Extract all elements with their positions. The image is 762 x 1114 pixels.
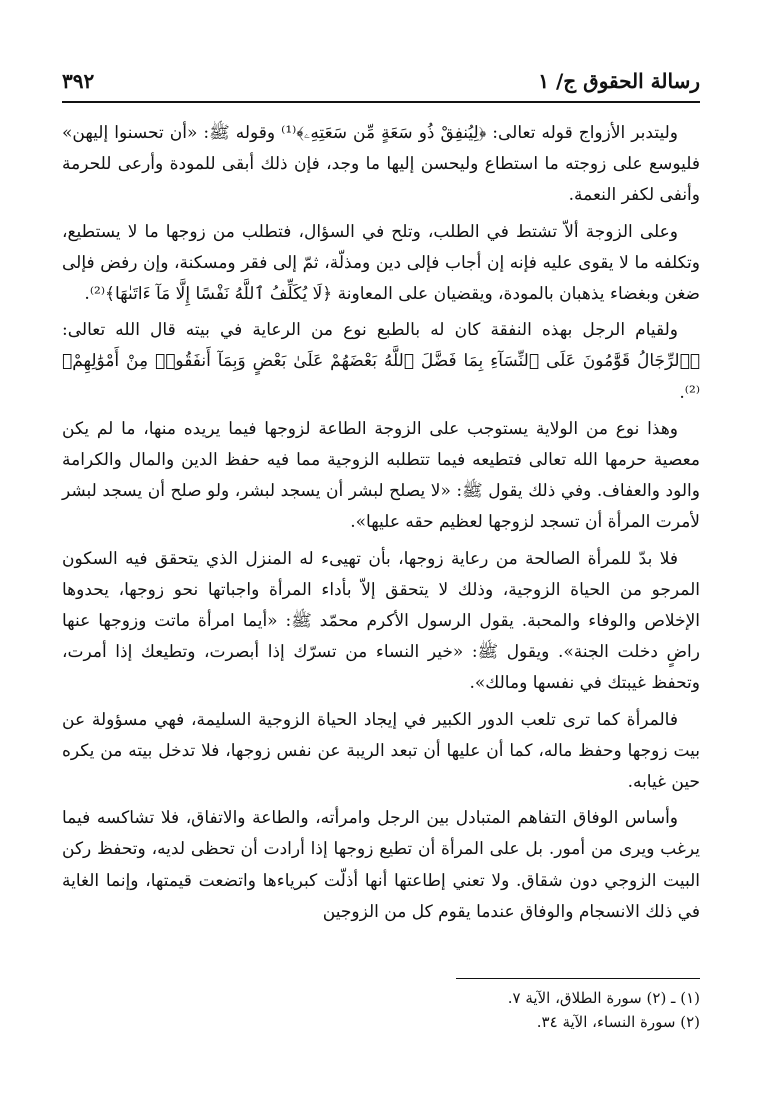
paragraph: وأساس الوفاق التفاهم المتبادل بين الرجل وامرأته، والطاعة والاتفاق، فلا تشاكسه فيما يرغب ويرى من أمور. بل على المرأة أن تطيع زوجها إذا أرادت أن تحظى لديه، وتحفظ ركن البيت الزوجي دون شقاق. ولا تعني إطاعتها أنها أذلّت كبرياءها واتضعت قيمتها، وإنما الغاية في ذلك الانسجام والوفاق عندما يقوم كل من الزوجين bbox=[62, 808, 700, 922]
page-number: ٣٩٢ bbox=[62, 69, 95, 93]
book-title: رسالة الحقوق ج/ ١ bbox=[538, 69, 700, 93]
page-header bbox=[62, 66, 700, 96]
footnotes bbox=[62, 986, 700, 1034]
header-rule bbox=[62, 101, 700, 103]
paragraph: فالمرأة كما ترى تلعب الدور الكبير في إيجاد الحياة الزوجية السليمة، فهي مسؤولة عن بيت زوجها وحفظ ماله، كما أن عليها أن تبعد الريبة عن نفس زوجها، فلا تدخل بيته من يكره حين غيابه. bbox=[62, 709, 700, 793]
body-text bbox=[62, 118, 700, 933]
paragraph: وهذا نوع من الولاية يستوجب على الزوجة الطاعة لزوجها فيما يريده منها، ما لم يكن معصية حرمها الله تعالى فتطيعه فيما تتطلبه الزوجية مما فيه حفظ الدين والمال والكرامة والود والعفاف. وفي ذلك يقول ﷺ: «لا يصلح لبشر أن يسجد لبشر، ولو صلح أن يسجد لبشر لأمرت المرأة أن تسجد لزوجها لعظيم حقه عليها». bbox=[62, 418, 700, 533]
footnote: (٢) سورة النساء، الآية ٣٤. bbox=[536, 1013, 700, 1031]
footnote-rule bbox=[456, 978, 700, 979]
paragraph: وليتدبر الأزواج قوله تعالى: ﴿لِيُنفِقْ ذُو سَعَةٍ مِّن سَعَتِهِۦ﴾⁽¹⁾ وقوله ﷺ: «أن تحسنوا إليهن» فليوسع على زوجته ما استطاع وليحسن إليها ما وجد، فإن ذلك أبقى للمودة وأرعى للحرمة وأنفى لكفر النعمة. bbox=[62, 123, 700, 206]
paragraph: وعلى الزوجة ألاّ تشتط في الطلب، وتلح في السؤال، فتطلب من زوجها ما لا يستطيع، وتكلفه ما لا يقوى عليه فإنه إن أجاب فإلى دين ومذلّة، ثمّ إلى فقر ومسكنة، وإن رفض فإلى ضغن وبغضاء يذهبان بالمودة، ويقضيان على المعاونة ﴿لَا يُكَلِّفُ ٱللَّهُ نَفْسًا إِلَّا مَآ ءَاتَىٰهَا﴾⁽²⁾. bbox=[62, 221, 700, 305]
paragraph: فلا بدّ للمرأة الصالحة من رعاية زوجها، بأن تهيىء له المنزل الذي يتحقق فيه السكون المرجو من الحياة الزوجية، وذلك لا يتحقق إلاّ بأداء المرأة واجباتها نحو زوجها، يحدوها الإخلاص والوفاء والمحبة. يقول الرسول الأكرم محمّد ﷺ: «أيما امرأة ماتت وزوجها عنها راضٍ دخلت الجنة». ويقول ﷺ: «خير النساء من تسرّك إذا أبصرت، وتطيعك إذا أمرت، وتحفظ غيبتك في نفسها ومالك». bbox=[62, 548, 700, 694]
footnote: (١) ـ (٢) سورة الطلاق، الآية ٧. bbox=[507, 989, 700, 1007]
paragraph: ولقيام الرجل بهذه النفقة كان له بالطبع نوع من الرعاية في بيته قال الله تعالى: ﴿ٱلرِّجَالُ قَوَّٰمُونَ عَلَى ٱلنِّسَآءِ بِمَا فَضَّلَ ٱللَّهُ بَعْضَهُمْ عَلَىٰ بَعْضٍ وَبِمَآ أَنفَقُوا۟ مِنْ أَمْوَٰلِهِمْ﴾⁽²⁾. bbox=[62, 320, 700, 403]
